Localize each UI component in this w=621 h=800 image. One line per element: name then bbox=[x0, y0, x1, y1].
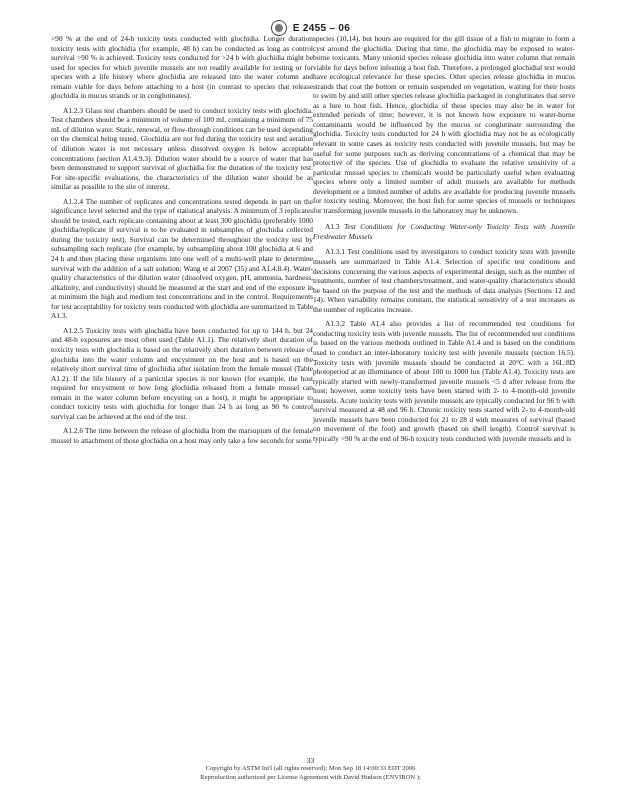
right-column bbox=[313, 34, 575, 443]
section-heading-title: Test Conditions for Conducting Water-only Toxicity Tests with Juvenile Freshwater Mussels bbox=[313, 222, 575, 241]
left-column bbox=[51, 34, 313, 445]
section-heading-number: A1.3 bbox=[325, 222, 340, 232]
paragraph-a1-2-5: A1.2.5 Toxicity tests with glochidia have been conducted for up to 144 h, but 24 and 48-h exposures are most often used (Table A1.1). The relatively short duration of toxicity tests with glochidia is based on the relatively short duration between release of glochidia into the water column and encystment on the host and is based on the relatively short survival time of glochidia after isolation from the female mussel (Table A1.2). If the life history of a particular species is not known (for example, the host required for encystment or how long glochidia released from a female mussel can remain in the water column before encysting on a host), it might be appropriate to conduct toxicity tests with glochidia for longer than 24 h as long as 90 % control survival can be achieved at the end of the test. bbox=[51, 325, 313, 421]
paragraph-a1-3-1: A1.3.1 Test conditions used by investigators to conduct toxicity tests with juvenile mussels are summarized in Table A1.4. Selection of specific test conditions and decisions concerning the various aspects of experimental design, such as the number of treatments, number of test chambers/treatment, and water-quality characteristics should be based on the purpose of the test and the methods of data analysis (Sections 12 and 14). When variability remains constant, the statistical sensitivity of a test increases as the number of replicates increase. bbox=[313, 247, 575, 314]
footer-line-1: Copyright by ASTM Int'l (all rights reserved); Mon Sep 18 14:00:33 EDT 2006 bbox=[205, 765, 416, 772]
standard-designation: E 2455 – 06 bbox=[292, 22, 351, 34]
footer-line-2: Reproduction authorized per License Agreement with David Hudson (ENVIRON ); bbox=[200, 773, 421, 781]
paragraph-a1-2-4: A1.2.4 The number of replicates and concentrations tested depends in part on the significance level selected and the type of statistical analysis. A minimum of 3 replicates should be tested, each replicate containing about at least 300 glochidia (preferably 1000 glochidia/replicate if survival is to be evaluated in subsamples of glochidia collected during the toxicity test). Survival can be determined throughout the toxicity test by subsampling each replicate (for example, by subsampling about 100 glochidia at 6 and 24 h and then placing these organisms into one well of a multi-well plate to determine survival with the addition of a salt solution; Wang et al 2007 (35) and A1.4.8.4). Water-quality characteristics of the dilution water (dissolved oxygen, pH, ammonia, hardness, alkalinity, and conductivity) should be measured at the start and end of the exposure in at minimum the high and medium test concentrations and in the control. Requirements for test acceptability for toxicity tests conducted with glochidia are summarized in Table A1.3. bbox=[51, 196, 313, 321]
paragraph-continuation: >90 % at the end of 24-h toxicity tests conducted with glochidia. Longer duration toxicity tests with glochidia (for example, 48 h) can be conducted as long as control survival >90 % is achieved. Toxicity tests conducted for >24 h with glochidia might be used for species for which juvenile mussels are not readily available for testing or for species with a life history where glochidia are released into the water column and remain viable for days before attaching to a host (in contrast to species that release glochidia in mucus strands or in conglutinates). bbox=[51, 34, 313, 101]
paragraph-a1-2-3: A1.2.3 Glass test chambers should be used to conduct toxicity tests with glochidia. Test chambers should be a minimum of volume of 100 mL containing a minimum of 75 mL of dilution water. Static, renewal, or flow-through conditions can be used depending on the chemical being tested. Glochidia are not fed during the toxicity test and aeration of dilution water is not necessary unless dissolved oxygen is below acceptable concentrations (section A1.4.9.3). Dilution water should be a source of water that has been demonstrated to support survival of glochidia for the duration of the toxicity test. For site-specific evaluations, the characteristics of the dilution water should be as similar as possible to the site of interest. bbox=[51, 105, 313, 192]
page-number: 33 bbox=[306, 756, 315, 765]
section-heading-a1-3 bbox=[313, 222, 575, 241]
paragraph-continuation-right: species (10,14), but hours are required for the gill tissue of a fish to migrate to form a cyst around the glochidia. During that time, the glochidia may be exposed to water-borne toxicants. Many unionid species release glochidia into water column that remain viable for days before infesting a host fish. Therefore, a prolonged glochidial test would have ecological relevance for these species. Other species release glochidia in mucus strands that coat the bottom or remain suspended on vegetation, waiting for their hosts to swim by and still other species release glochidia packaged in conglutinates that serve as a lure to host fish. Hence, glochidia of these species may also be in water for extended periods of time; however, it is not known how exposure to water-borne contaminants would be influenced by the mucus or conglutinate surrounding the glochidia. Toxicity tests conducted for 24 h with glochidia may not be as ecologically relevant in some cases as toxicity tests conducted with juvenile mussels, but may be useful for some purposes such as deriving concentrations of a chemical that may be protective of the species. Use of glochidia to evaluate the relative sensitivity of a particular mussel species to chemicals would be particularly useful when evaluating species where only a limited number of adult mussels are available for methods development or a limited number of adults are available for producing juvenile mussels for toxicity testing. Moreover, the host fish for some species of mussels or techniques for transforming juvenile mussels in the laboratory may be unknown. bbox=[313, 34, 575, 215]
copyright-footer bbox=[0, 765, 621, 782]
paragraph-a1-2-6: A1.2.6 The time between the release of glochidia from the marsupium of the female mussel to attachment of those glochidia on a host may only take a few seconds for some bbox=[51, 426, 313, 445]
paragraph-a1-3-2: A1.3.2 Table A1.4 also provides a list of recommended test conditions for conducting toxicity tests with juvenile mussels. The list of recommended test conditions is based on the various methods outlined in Table A1.4 and is based on the conditions used to conduct an inter-laboratory toxicity test with juvenile mussels (section 16.5). Toxicity tests with juvenile mussels should be conducted at 20°C with a 16L:8D photoperiod at an illuminance of about 100 to 1000 lux (Table A1.4). Toxicity tests are typically started with newly-transformed juvenile mussels <5 d after release from the host; however, some toxicity tests have been started with 2- to 4-month-old juvenile mussels. Acute toxicity tests with juvenile mussels are typically conducted for 96 h with survival measured at 48 and 96 h. Chronic toxicity tests started with 2- to 4-month-old juvenile mussels have been conducted for 21 to 28 d with measures of survival (based on movement of the foot) and growth (based on shell length). Control survival is typically >90 % at the end of 96-h toxicity tests conducted with juvenile mussels and is bbox=[313, 319, 575, 443]
